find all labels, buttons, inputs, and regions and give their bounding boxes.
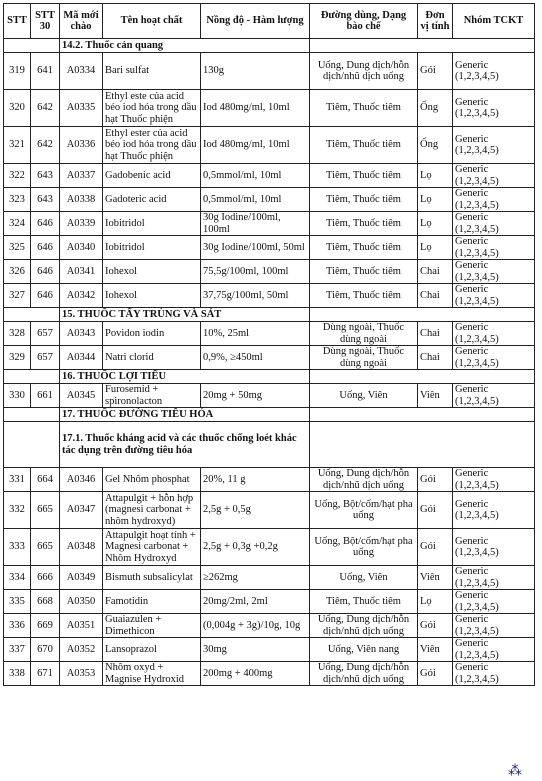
cell-stt30: 646 [31,236,60,260]
cell-stt: 323 [4,188,31,212]
cell-dose: 20mg + 50mg [201,384,310,408]
cell-stt: 319 [4,53,31,90]
cell-dose: 0,9%, ≥450ml [201,346,310,370]
cell-stt: 327 [4,284,31,308]
cell-stt30: 657 [31,322,60,346]
cell-code: A0338 [60,188,103,212]
section-row [4,422,535,468]
cell-code: A0352 [60,638,103,662]
cell-stt30: 665 [31,529,60,566]
cell-stt: 335 [4,590,31,614]
cell-name: Nhôm oxyd + Magnise Hydroxid [103,662,201,686]
cell-name: Gadoteric acid [103,188,201,212]
cell-dose: ≥262mg [201,566,310,590]
cell-name: Povidon iodin [103,322,201,346]
cell-dose: 75,5g/100ml, 100ml [201,260,310,284]
cell-stt: 328 [4,322,31,346]
cell-code: A0350 [60,590,103,614]
cell-stt: 336 [4,614,31,638]
cell-code: A0339 [60,212,103,236]
section-title: 14.2. Thuốc cản quang [60,39,310,53]
section-spacer [4,370,60,384]
section-spacer [310,370,535,384]
cell-group: Generic (1,2,3,4,5) [453,468,535,492]
cell-stt30: 646 [31,284,60,308]
table-row [4,188,535,212]
cell-name: Attapulgit hoạt tính + Magnesi carbonat + Nhôm Hydroxyd [103,529,201,566]
cell-route: Tiêm, Thuốc tiêm [310,284,418,308]
cell-dose: 2,5g + 0,3g +0,2g [201,529,310,566]
cell-name: Ethyl este của acid béo iod hóa trong dầu hạt Thuốc phiện [103,90,201,127]
table-row [4,638,535,662]
cell-group: Generic (1,2,3,4,5) [453,614,535,638]
cell-unit: Viên [418,566,453,590]
cell-unit: Lọ [418,188,453,212]
cell-unit: Lọ [418,212,453,236]
cell-code: A0349 [60,566,103,590]
cell-name: Natri clorid [103,346,201,370]
section-title: 16. THUỐC LỢI TIỂU [60,370,310,384]
cell-name: Furosemid + spironolacton [103,384,201,408]
cell-group: Generic (1,2,3,4,5) [453,529,535,566]
cell-unit: Gói [418,468,453,492]
table-row [4,384,535,408]
cell-stt30: 664 [31,468,60,492]
cell-route: Tiêm, Thuốc tiêm [310,188,418,212]
cell-unit: Chai [418,260,453,284]
cell-stt30: 646 [31,260,60,284]
header-row [4,4,535,39]
cell-name: Iobitridol [103,212,201,236]
cell-stt30: 642 [31,90,60,127]
cell-unit: Chai [418,322,453,346]
cell-stt30: 665 [31,492,60,529]
cell-route: Uống, Viên nang [310,638,418,662]
table-row [4,53,535,90]
cell-dose: Iod 480mg/ml, 10ml [201,90,310,127]
section-title: 17. THUỐC ĐƯỜNG TIÊU HÓA [60,408,310,422]
cell-dose: 0,5mmol/ml, 10ml [201,188,310,212]
cell-route: Uống, Dung dịch/hỗn dịch/nhũ dịch uống [310,662,418,686]
table-row [4,322,535,346]
cell-group: Generic (1,2,3,4,5) [453,90,535,127]
table-row [4,468,535,492]
cell-group: Generic (1,2,3,4,5) [453,236,535,260]
cell-route: Tiêm, Thuốc tiêm [310,236,418,260]
header-route: Đường dùng, Dạng bào chế [310,4,418,39]
cell-route: Uống, Dung dịch/hỗn dịch/nhũ dịch uống [310,468,418,492]
table-row [4,127,535,164]
cell-route: Tiêm, Thuốc tiêm [310,164,418,188]
cell-group: Generic (1,2,3,4,5) [453,322,535,346]
section-row [4,408,535,422]
table-row [4,566,535,590]
cell-code: A0337 [60,164,103,188]
cell-dose: 37,75g/100ml, 50ml [201,284,310,308]
cell-code: A0336 [60,127,103,164]
cell-group: Generic (1,2,3,4,5) [453,346,535,370]
cell-stt30: 642 [31,127,60,164]
cell-stt: 333 [4,529,31,566]
table-row [4,590,535,614]
cell-name: Gel Nhôm phosphat [103,468,201,492]
cell-group: Generic (1,2,3,4,5) [453,188,535,212]
cell-code: A0353 [60,662,103,686]
cell-code: A0343 [60,322,103,346]
cell-dose: 0,5mmol/ml, 10ml [201,164,310,188]
cell-stt30: 643 [31,164,60,188]
cell-group: Generic (1,2,3,4,5) [453,127,535,164]
section-spacer [310,308,535,322]
cell-stt30: 641 [31,53,60,90]
cell-route: Uống, Dung dịch/hỗn dịch/nhũ dịch uống [310,53,418,90]
cell-name: Iohexol [103,284,201,308]
cell-stt: 330 [4,384,31,408]
cell-code: A0347 [60,492,103,529]
cell-dose: 30g Iodine/100ml, 100ml [201,212,310,236]
table-row [4,284,535,308]
cell-route: Tiêm, Thuốc tiêm [310,260,418,284]
section-row [4,39,535,53]
cell-code: A0341 [60,260,103,284]
table-row [4,614,535,638]
cell-code: A0344 [60,346,103,370]
cell-unit: Gói [418,53,453,90]
cell-name: Famotidin [103,590,201,614]
table-row [4,529,535,566]
header-dose: Nồng độ - Hàm lượng [201,4,310,39]
cell-name: Bismuth subsalicylat [103,566,201,590]
table-row [4,212,535,236]
cell-code: A0334 [60,53,103,90]
cell-unit: Chai [418,346,453,370]
cell-unit: Gói [418,614,453,638]
table-row [4,164,535,188]
section-title: 17.1. Thuốc kháng acid và các thuốc chống loét khác tác dụng trên đường tiêu hóa [60,422,310,468]
cell-route: Dùng ngoài, Thuốc dùng ngoài [310,322,418,346]
cell-stt: 326 [4,260,31,284]
cell-dose: Iod 480mg/ml, 10ml [201,127,310,164]
cell-name: Guaiazulen + Dimethicon [103,614,201,638]
cell-stt30: 666 [31,566,60,590]
signature-mark: ⁂ [508,763,522,779]
section-spacer [310,422,535,468]
table-row [4,236,535,260]
cell-code: A0346 [60,468,103,492]
cell-unit: Lọ [418,590,453,614]
cell-code: A0342 [60,284,103,308]
cell-code: A0351 [60,614,103,638]
cell-group: Generic (1,2,3,4,5) [453,53,535,90]
cell-dose: 30mg [201,638,310,662]
cell-route: Tiêm, Thuốc tiêm [310,590,418,614]
cell-route: Uống, Bột/cốm/hạt pha uống [310,529,418,566]
cell-group: Generic (1,2,3,4,5) [453,384,535,408]
drug-list-table [3,3,535,686]
cell-stt: 320 [4,90,31,127]
cell-route: Tiêm, Thuốc tiêm [310,127,418,164]
section-spacer [4,308,60,322]
section-row [4,308,535,322]
cell-name: Lansoprazol [103,638,201,662]
cell-unit: Lọ [418,164,453,188]
cell-route: Dùng ngoài, Thuốc dùng ngoài [310,346,418,370]
cell-name: Iobitridol [103,236,201,260]
cell-unit: Viên [418,638,453,662]
cell-group: Generic (1,2,3,4,5) [453,566,535,590]
cell-group: Generic (1,2,3,4,5) [453,662,535,686]
section-spacer [4,408,60,422]
cell-stt: 331 [4,468,31,492]
cell-group: Generic (1,2,3,4,5) [453,212,535,236]
cell-stt: 324 [4,212,31,236]
cell-stt30: 671 [31,662,60,686]
cell-stt: 338 [4,662,31,686]
section-spacer [4,39,60,53]
cell-route: Uống, Dung dịch/hỗn dịch/nhũ dịch uống [310,614,418,638]
cell-stt: 321 [4,127,31,164]
cell-dose: (0,004g + 3g)/10g, 10g [201,614,310,638]
cell-route: Tiêm, Thuốc tiêm [310,212,418,236]
cell-code: A0348 [60,529,103,566]
table-row [4,662,535,686]
cell-route: Uống, Viên [310,384,418,408]
section-spacer [310,408,535,422]
cell-stt30: 657 [31,346,60,370]
cell-name: Iohexol [103,260,201,284]
cell-group: Generic (1,2,3,4,5) [453,638,535,662]
cell-group: Generic (1,2,3,4,5) [453,492,535,529]
cell-name: Ethyl ester của acid béo iod hóa trong dầu hạt Thuốc phiện [103,127,201,164]
cell-stt30: 669 [31,614,60,638]
cell-dose: 20%, 11 g [201,468,310,492]
cell-unit: Ống [418,127,453,164]
cell-stt30: 646 [31,212,60,236]
cell-stt30: 643 [31,188,60,212]
cell-unit: Viên [418,384,453,408]
section-title: 15. THUỐC TẨY TRÙNG VÀ SÁT [60,308,310,322]
cell-dose: 30g Iodine/100ml, 50ml [201,236,310,260]
cell-name: Gadobenic acid [103,164,201,188]
section-spacer [310,39,535,53]
header-group: Nhóm TCKT [453,4,535,39]
table-row [4,346,535,370]
cell-group: Generic (1,2,3,4,5) [453,284,535,308]
cell-stt: 332 [4,492,31,529]
cell-code: A0345 [60,384,103,408]
cell-unit: Gói [418,492,453,529]
cell-unit: Gói [418,529,453,566]
table-body [4,39,535,686]
cell-stt30: 670 [31,638,60,662]
cell-group: Generic (1,2,3,4,5) [453,164,535,188]
cell-stt30: 668 [31,590,60,614]
cell-dose: 2,5g + 0,5g [201,492,310,529]
section-spacer [4,422,60,468]
cell-stt: 337 [4,638,31,662]
cell-stt: 325 [4,236,31,260]
cell-unit: Ống [418,90,453,127]
cell-stt30: 661 [31,384,60,408]
header-stt30: STT 30 [31,4,60,39]
table-row [4,260,535,284]
header-code: Mã mới chào [60,4,103,39]
cell-unit: Lọ [418,236,453,260]
cell-code: A0340 [60,236,103,260]
cell-route: Uống, Bột/cốm/hạt pha uống [310,492,418,529]
cell-dose: 200mg + 400mg [201,662,310,686]
header-stt: STT [4,4,31,39]
cell-dose: 130g [201,53,310,90]
cell-stt: 334 [4,566,31,590]
table-row [4,90,535,127]
table-row [4,492,535,529]
header-unit: Đơn vị tính [418,4,453,39]
cell-name: Bari sulfat [103,53,201,90]
cell-name: Attapulgit + hỗn hợp (magnesi carbonat + nhôm hydroxyd) [103,492,201,529]
cell-unit: Chai [418,284,453,308]
cell-route: Uống, Viên [310,566,418,590]
section-row [4,370,535,384]
cell-stt: 329 [4,346,31,370]
cell-stt: 322 [4,164,31,188]
cell-unit: Gói [418,662,453,686]
cell-route: Tiêm, Thuốc tiêm [310,90,418,127]
cell-group: Generic (1,2,3,4,5) [453,260,535,284]
cell-group: Generic (1,2,3,4,5) [453,590,535,614]
header-name: Tên hoạt chất [103,4,201,39]
cell-code: A0335 [60,90,103,127]
cell-dose: 20mg/2ml, 2ml [201,590,310,614]
cell-dose: 10%, 25ml [201,322,310,346]
